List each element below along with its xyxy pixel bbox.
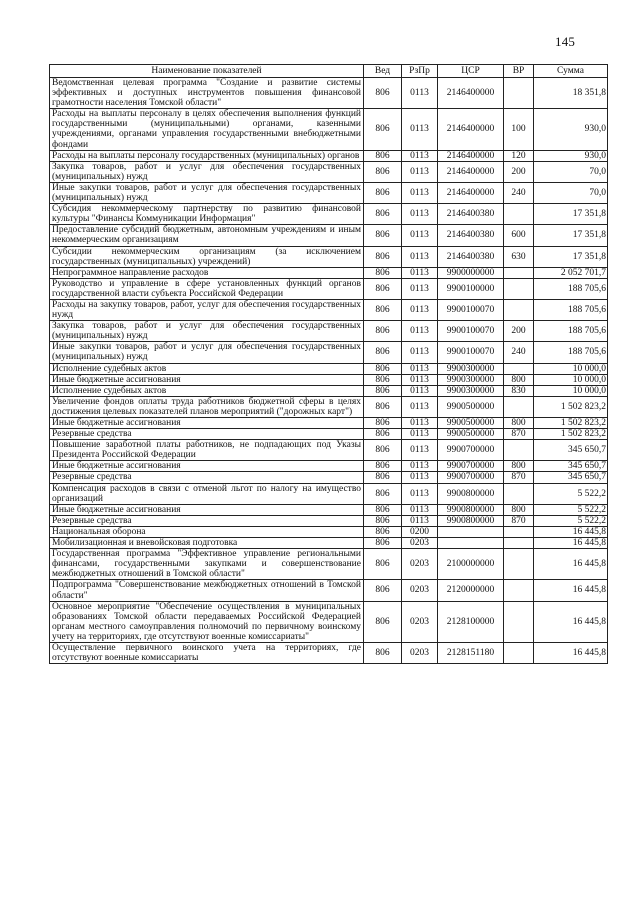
row-ved: 806	[364, 418, 402, 429]
row-ved: 806	[364, 538, 402, 549]
row-csr: 2146400380	[438, 204, 504, 225]
row-ved: 806	[364, 472, 402, 483]
row-csr	[438, 526, 504, 537]
table-row	[50, 246, 608, 267]
row-csr: 9900700000	[438, 472, 504, 483]
table-row	[50, 515, 608, 526]
row-csr: 9900100000	[438, 278, 504, 299]
table-row	[50, 342, 608, 363]
row-name: Ведомственная целевая программа "Создание и развитие системы эффективных и доступных инструментов повышения финансовой грамотности населения Томской области"	[50, 78, 364, 109]
row-csr: 9900300000	[438, 363, 504, 374]
row-vr	[504, 526, 534, 537]
row-ved: 806	[364, 526, 402, 537]
row-name: Подпрограмма "Совершенствование межбюджетных отношений в Томской области"	[50, 580, 364, 601]
row-vr	[504, 580, 534, 601]
row-vr: 630	[504, 246, 534, 267]
row-name: Повышение заработной платы работников, не подпадающих под Указы Президента Российской Федерации	[50, 440, 364, 461]
table-row	[50, 549, 608, 580]
row-name: Мобилизационная и вневойсковая подготовка	[50, 538, 364, 549]
row-ved: 806	[364, 363, 402, 374]
row-rzpr: 0113	[402, 109, 438, 150]
table-row	[50, 472, 608, 483]
table-row	[50, 182, 608, 203]
table-row	[50, 321, 608, 342]
row-name: Резервные средства	[50, 472, 364, 483]
row-rzpr: 0113	[402, 504, 438, 515]
row-csr: 9900800000	[438, 515, 504, 526]
table-row	[50, 225, 608, 246]
row-sum: 18 351,8	[534, 78, 608, 109]
table-row	[50, 385, 608, 396]
row-rzpr: 0113	[402, 429, 438, 440]
row-rzpr: 0113	[402, 204, 438, 225]
table-row	[50, 642, 608, 663]
row-csr: 9900100070	[438, 321, 504, 342]
row-ved: 806	[364, 321, 402, 342]
row-ved: 806	[364, 182, 402, 203]
row-vr: 240	[504, 342, 534, 363]
row-ved: 806	[364, 267, 402, 278]
row-sum: 2 052 701,7	[534, 267, 608, 278]
row-vr: 870	[504, 515, 534, 526]
table-row	[50, 504, 608, 515]
row-ved: 806	[364, 483, 402, 504]
row-sum: 10 000,0	[534, 363, 608, 374]
row-csr: 2146400000	[438, 182, 504, 203]
row-name: Иные бюджетные ассигнования	[50, 374, 364, 385]
row-name: Руководство и управление в сфере установленных функций органов государственной власти субъекта Российской Федерации	[50, 278, 364, 299]
table-row	[50, 538, 608, 549]
row-rzpr: 0113	[402, 150, 438, 161]
row-sum: 10 000,0	[534, 385, 608, 396]
row-csr: 2146400380	[438, 225, 504, 246]
row-rzpr: 0203	[402, 549, 438, 580]
row-rzpr: 0113	[402, 483, 438, 504]
row-vr: 100	[504, 109, 534, 150]
row-vr	[504, 642, 534, 663]
row-name: Иные закупки товаров, работ и услуг для обеспечения государственных (муниципальных) нужд	[50, 342, 364, 363]
row-ved: 806	[364, 642, 402, 663]
header-rzpr: РзПр	[402, 65, 438, 78]
row-vr: 600	[504, 225, 534, 246]
row-sum: 5 522,2	[534, 504, 608, 515]
row-rzpr: 0113	[402, 161, 438, 182]
row-rzpr: 0203	[402, 580, 438, 601]
row-rzpr: 0203	[402, 601, 438, 642]
row-rzpr: 0203	[402, 538, 438, 549]
row-vr: 120	[504, 150, 534, 161]
row-ved: 806	[364, 161, 402, 182]
row-rzpr: 0113	[402, 440, 438, 461]
row-sum: 1 502 823,2	[534, 396, 608, 417]
row-rzpr: 0113	[402, 246, 438, 267]
row-sum: 1 502 823,2	[534, 418, 608, 429]
row-sum: 16 445,8	[534, 580, 608, 601]
row-ved: 806	[364, 278, 402, 299]
row-csr: 9900300000	[438, 385, 504, 396]
page-number: 145	[555, 34, 576, 49]
row-rzpr: 0113	[402, 267, 438, 278]
row-csr: 9900700000	[438, 440, 504, 461]
row-rzpr: 0113	[402, 385, 438, 396]
row-sum: 17 351,8	[534, 246, 608, 267]
row-ved: 806	[364, 246, 402, 267]
row-ved: 806	[364, 225, 402, 246]
row-vr: 200	[504, 321, 534, 342]
row-ved: 806	[364, 299, 402, 320]
row-vr	[504, 601, 534, 642]
row-name: Иные закупки товаров, работ и услуг для обеспечения государственных (муниципальных) нужд	[50, 182, 364, 203]
row-vr	[504, 483, 534, 504]
row-name: Расходы на выплаты персоналу в целях обеспечения выполнения функций государственными (муниципальными) органами, казенными учреждениями, органами управления государственными внебюджетными фондами	[50, 109, 364, 150]
header-ved: Вед	[364, 65, 402, 78]
table-row	[50, 299, 608, 320]
row-sum: 930,0	[534, 109, 608, 150]
row-vr	[504, 440, 534, 461]
row-vr: 800	[504, 418, 534, 429]
row-name: Предоставление субсидий бюджетным, автономным учреждениям и иным некоммерческим организациям	[50, 225, 364, 246]
row-name: Основное мероприятие "Обеспечение осуществления в муниципальных образованиях Томской области передаваемых Российской Федерацией органам местного самоуправления полномочий по первичному воинскому учету на территориях, где отсутствуют военные комиссариаты"	[50, 601, 364, 642]
row-csr: 9900800000	[438, 504, 504, 515]
row-sum: 70,0	[534, 161, 608, 182]
row-name: Иные бюджетные ассигнования	[50, 461, 364, 472]
row-csr: 2146400000	[438, 161, 504, 182]
table-row	[50, 374, 608, 385]
table-row	[50, 278, 608, 299]
row-rzpr: 0200	[402, 526, 438, 537]
table-row	[50, 396, 608, 417]
row-vr: 800	[504, 504, 534, 515]
table-row	[50, 363, 608, 374]
row-vr	[504, 538, 534, 549]
row-csr: 9900800000	[438, 483, 504, 504]
row-csr: 9900700000	[438, 461, 504, 472]
row-csr: 9900300000	[438, 374, 504, 385]
row-sum: 188 705,6	[534, 321, 608, 342]
row-ved: 806	[364, 515, 402, 526]
row-sum: 16 445,8	[534, 642, 608, 663]
row-name: Государственная программа "Эффективное управление региональными финансами, государственными закупками и совершенствование межбюджетных отношений в Томской области"	[50, 549, 364, 580]
row-sum: 345 650,7	[534, 461, 608, 472]
row-csr: 9900100070	[438, 299, 504, 320]
row-name: Иные бюджетные ассигнования	[50, 504, 364, 515]
row-ved: 806	[364, 601, 402, 642]
row-name: Увеличение фондов оплаты труда работников бюджетной сферы в целях достижения целевых показателей планов мероприятий ("дорожных карт")	[50, 396, 364, 417]
row-csr: 9900100070	[438, 342, 504, 363]
row-vr: 200	[504, 161, 534, 182]
row-ved: 806	[364, 440, 402, 461]
row-csr: 2146400000	[438, 78, 504, 109]
row-sum: 5 522,2	[534, 515, 608, 526]
row-sum: 17 351,8	[534, 204, 608, 225]
row-vr: 800	[504, 374, 534, 385]
row-sum: 930,0	[534, 150, 608, 161]
row-csr: 2146400000	[438, 109, 504, 150]
row-name: Закупка товаров, работ и услуг для обеспечения государственных (муниципальных) нужд	[50, 161, 364, 182]
row-csr	[438, 538, 504, 549]
row-vr: 800	[504, 461, 534, 472]
row-rzpr: 0113	[402, 461, 438, 472]
row-name: Субсидия некоммерческому партнерству по развитию финансовой культуры "Финансы Коммуникации Информация"	[50, 204, 364, 225]
row-ved: 806	[364, 461, 402, 472]
row-ved: 806	[364, 204, 402, 225]
row-name: Непрограммное направление расходов	[50, 267, 364, 278]
table-row	[50, 78, 608, 109]
budget-table	[49, 64, 608, 664]
row-rzpr: 0113	[402, 78, 438, 109]
table-row	[50, 109, 608, 150]
header-csr: ЦСР	[438, 65, 504, 78]
row-vr	[504, 267, 534, 278]
row-sum: 70,0	[534, 182, 608, 203]
row-ved: 806	[364, 580, 402, 601]
row-rzpr: 0113	[402, 515, 438, 526]
row-csr: 9900500000	[438, 429, 504, 440]
header-name: Наименование показателей	[50, 65, 364, 78]
row-rzpr: 0113	[402, 225, 438, 246]
row-sum: 16 445,8	[534, 538, 608, 549]
row-name: Осуществление первичного воинского учета на территориях, где отсутствуют военные комиссариаты	[50, 642, 364, 663]
row-name: Исполнение судебных актов	[50, 385, 364, 396]
row-vr: 240	[504, 182, 534, 203]
row-name: Исполнение судебных актов	[50, 363, 364, 374]
row-sum: 5 522,2	[534, 483, 608, 504]
row-csr: 9900500000	[438, 396, 504, 417]
table-row	[50, 601, 608, 642]
row-vr	[504, 396, 534, 417]
row-csr: 2100000000	[438, 549, 504, 580]
row-vr	[504, 204, 534, 225]
row-rzpr: 0113	[402, 278, 438, 299]
row-name: Резервные средства	[50, 515, 364, 526]
row-vr	[504, 278, 534, 299]
row-sum: 188 705,6	[534, 342, 608, 363]
row-rzpr: 0113	[402, 418, 438, 429]
table-row	[50, 150, 608, 161]
table-row	[50, 161, 608, 182]
row-rzpr: 0113	[402, 182, 438, 203]
table-row	[50, 483, 608, 504]
row-vr: 870	[504, 472, 534, 483]
row-vr	[504, 363, 534, 374]
row-csr: 2120000000	[438, 580, 504, 601]
row-csr: 2146400000	[438, 150, 504, 161]
row-rzpr: 0113	[402, 396, 438, 417]
row-ved: 806	[364, 504, 402, 515]
row-csr: 2146400380	[438, 246, 504, 267]
row-rzpr: 0203	[402, 642, 438, 663]
table-row	[50, 461, 608, 472]
row-sum: 16 445,8	[534, 549, 608, 580]
row-rzpr: 0113	[402, 374, 438, 385]
row-sum: 17 351,8	[534, 225, 608, 246]
row-ved: 806	[364, 374, 402, 385]
row-name: Национальная оборона	[50, 526, 364, 537]
table-row	[50, 440, 608, 461]
row-rzpr: 0113	[402, 299, 438, 320]
row-ved: 806	[364, 109, 402, 150]
row-name: Иные бюджетные ассигнования	[50, 418, 364, 429]
row-name: Компенсация расходов в связи с отменой льгот по налогу на имущество организаций	[50, 483, 364, 504]
table-row	[50, 429, 608, 440]
row-csr: 9900000000	[438, 267, 504, 278]
row-rzpr: 0113	[402, 321, 438, 342]
table-row	[50, 204, 608, 225]
row-name: Расходы на закупку товаров, работ, услуг для обеспечения государственных нужд	[50, 299, 364, 320]
row-ved: 806	[364, 150, 402, 161]
row-sum: 345 650,7	[534, 440, 608, 461]
row-vr: 830	[504, 385, 534, 396]
row-sum: 188 705,6	[534, 278, 608, 299]
header-vr: ВР	[504, 65, 534, 78]
row-name: Резервные средства	[50, 429, 364, 440]
row-ved: 806	[364, 549, 402, 580]
row-sum: 16 445,8	[534, 526, 608, 537]
row-sum: 16 445,8	[534, 601, 608, 642]
row-rzpr: 0113	[402, 342, 438, 363]
header-sum: Сумма	[534, 65, 608, 78]
row-sum: 10 000,0	[534, 374, 608, 385]
row-ved: 806	[364, 78, 402, 109]
row-rzpr: 0113	[402, 472, 438, 483]
row-csr: 9900500000	[438, 418, 504, 429]
row-sum: 345 650,7	[534, 472, 608, 483]
row-vr	[504, 549, 534, 580]
row-vr	[504, 78, 534, 109]
row-sum: 188 705,6	[534, 299, 608, 320]
row-name: Расходы на выплаты персоналу государственных (муниципальных) органов	[50, 150, 364, 161]
row-ved: 806	[364, 385, 402, 396]
table-row	[50, 526, 608, 537]
row-sum: 1 502 823,2	[534, 429, 608, 440]
row-csr: 2128151180	[438, 642, 504, 663]
row-ved: 806	[364, 342, 402, 363]
row-vr	[504, 299, 534, 320]
row-csr: 2128100000	[438, 601, 504, 642]
row-ved: 806	[364, 396, 402, 417]
row-name: Закупка товаров, работ и услуг для обеспечения государственных (муниципальных) нужд	[50, 321, 364, 342]
table-header-row	[50, 65, 608, 78]
table-row	[50, 418, 608, 429]
table-row	[50, 580, 608, 601]
row-vr: 870	[504, 429, 534, 440]
row-ved: 806	[364, 429, 402, 440]
row-rzpr: 0113	[402, 363, 438, 374]
row-name: Субсидии некоммерческим организациям (за исключением государственных (муниципальных) учреждений)	[50, 246, 364, 267]
table-row	[50, 267, 608, 278]
